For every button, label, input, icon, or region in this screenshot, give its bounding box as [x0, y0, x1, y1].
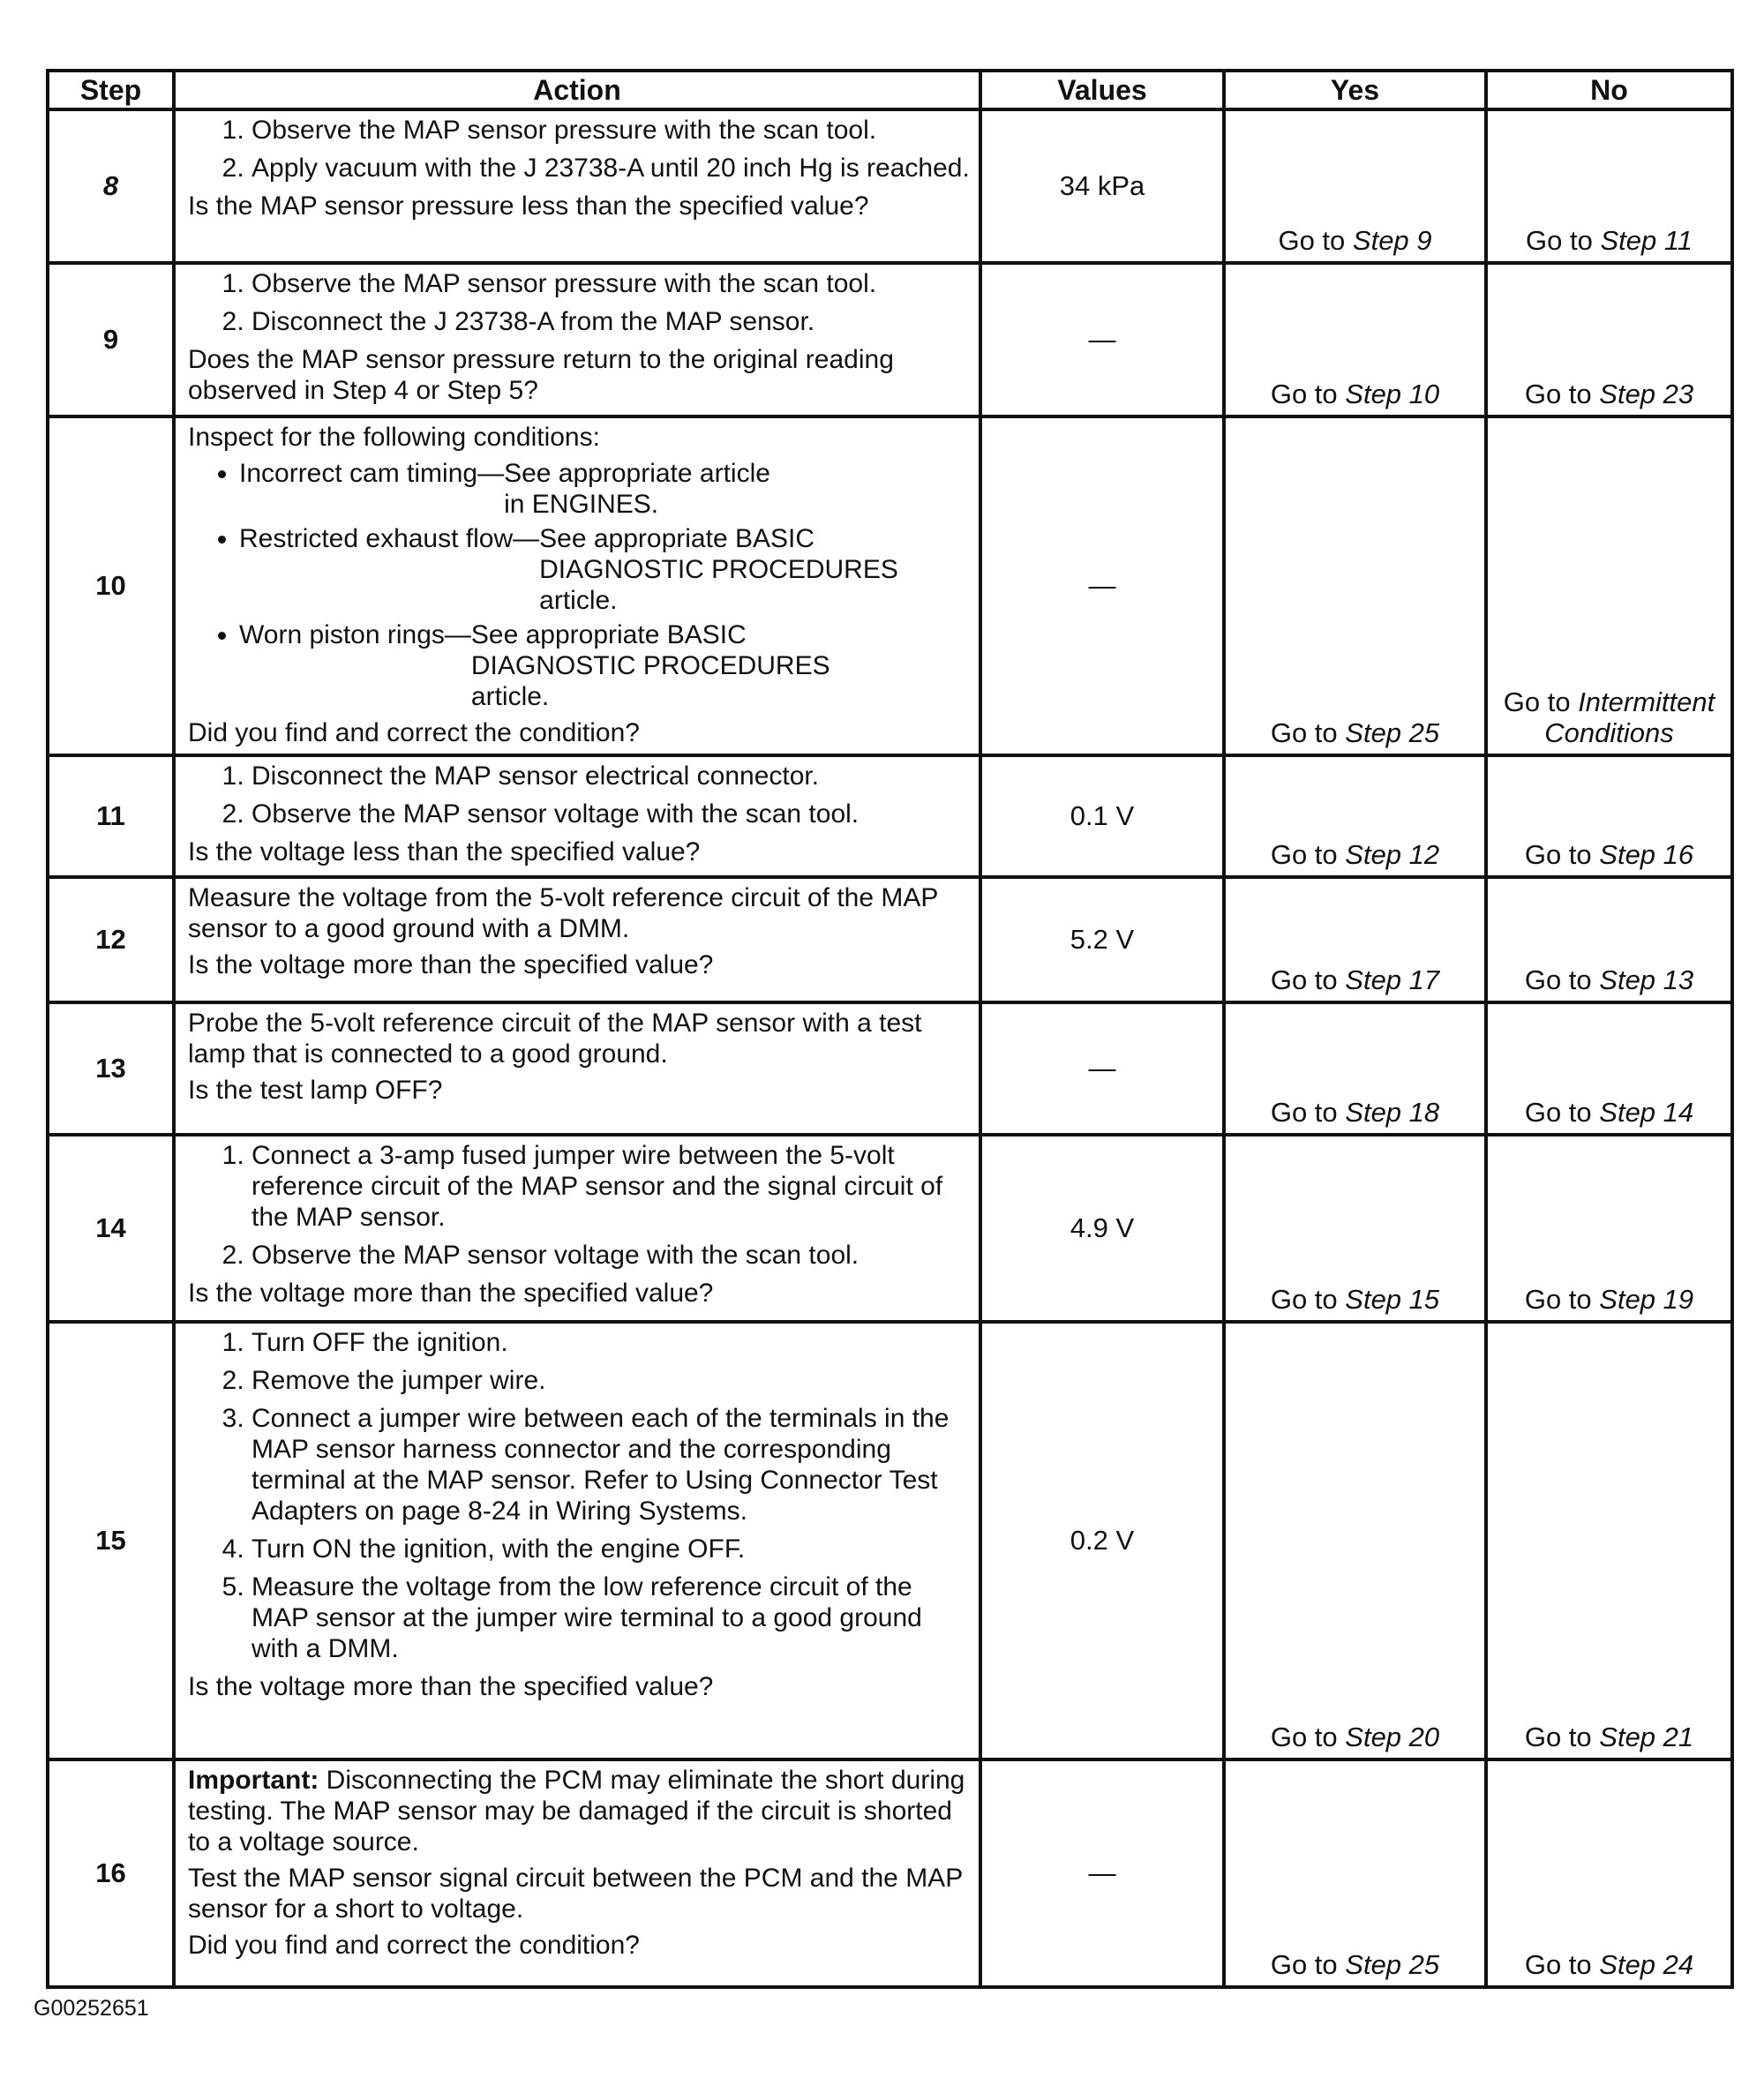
- action-cell: [174, 1322, 980, 1759]
- no-cell: [1486, 416, 1732, 755]
- yes-target: Step 9: [1352, 225, 1432, 256]
- no-target: Step 11: [1600, 225, 1693, 256]
- go-to-prefix: Go to: [1524, 379, 1592, 409]
- header-row: [48, 71, 1732, 109]
- action-cell: [174, 755, 980, 877]
- action-cell: [174, 109, 980, 263]
- action-item: 3. Connect a jumper wire between each of the terminals in the MAP sensor harness connector and the corresponding terminal at the MAP sensor. Refer to Using Connector Test Adapters on page 8-24 in Wiring Systems.: [251, 1403, 970, 1527]
- action-cell: [174, 416, 980, 755]
- diagnostic-table-container: [46, 69, 1730, 1989]
- step-number: 11: [48, 755, 174, 877]
- action-question: Is the test lamp OFF?: [188, 1076, 443, 1105]
- value-cell: 5.2 V: [980, 877, 1224, 1002]
- table-row: [48, 1322, 1732, 1759]
- value-cell: —: [980, 1759, 1224, 1987]
- go-to-prefix: Go to: [1524, 1097, 1592, 1128]
- step-number: 10: [48, 416, 174, 755]
- action-item: 2. Disconnect the J 23738-A from the MAP sensor.: [251, 306, 970, 337]
- action-item: 2. Remove the jumper wire.: [251, 1365, 970, 1396]
- table-row: [48, 877, 1732, 1002]
- no-target: Step 14: [1599, 1097, 1694, 1128]
- action-cell: [174, 1135, 980, 1322]
- no-cell: [1486, 1759, 1732, 1987]
- no-cell: [1486, 755, 1732, 877]
- table-row: [48, 1759, 1732, 1987]
- yes-cell: [1224, 755, 1486, 877]
- action-question: Is the voltage more than the specified value?: [188, 950, 714, 979]
- action-list: [188, 761, 970, 829]
- go-to-prefix: Go to: [1278, 225, 1346, 256]
- no-target: Intermittent Conditions: [1544, 686, 1715, 748]
- condition-item: [239, 458, 970, 520]
- action-question: Is the MAP sensor pressure less than the specified value?: [188, 191, 869, 221]
- step-number: 9: [48, 263, 174, 416]
- go-to-prefix: Go to: [1270, 1949, 1338, 1980]
- action-question: Is the voltage more than the specified value?: [188, 1672, 714, 1701]
- action-list: [188, 268, 970, 337]
- go-to-prefix: Go to: [1270, 379, 1338, 409]
- yes-target: Step 10: [1345, 379, 1440, 409]
- go-to-prefix: Go to: [1270, 1722, 1338, 1752]
- table-row: [48, 416, 1732, 755]
- yes-cell: [1224, 1135, 1486, 1322]
- no-target: Step 13: [1599, 964, 1694, 995]
- conditions-intro: Inspect for the following conditions:: [188, 423, 600, 452]
- go-to-prefix: Go to: [1524, 839, 1592, 870]
- yes-cell: [1224, 416, 1486, 755]
- table-row: [48, 109, 1732, 263]
- condition-reference: See appropriate BASIC DIAGNOSTIC PROCEDURES article.: [470, 620, 830, 711]
- table-row: [48, 1135, 1732, 1322]
- no-cell: [1486, 877, 1732, 1002]
- yes-cell: [1224, 877, 1486, 1002]
- value-cell: 0.1 V: [980, 755, 1224, 877]
- condition-item: [239, 619, 970, 712]
- condition-label: • Incorrect cam timing—: [239, 459, 505, 488]
- step-number: 13: [48, 1002, 174, 1135]
- yes-target: Step 15: [1345, 1284, 1440, 1315]
- condition-label: • Restricted exhaust flow—: [239, 524, 540, 553]
- action-item: 2. Observe the MAP sensor voltage with the scan tool.: [251, 1240, 970, 1271]
- action-paragraph: Probe the 5-volt reference circuit of the MAP sensor with a test lamp that is connected to a good ground.: [188, 1009, 922, 1069]
- step-number: 12: [48, 877, 174, 1002]
- action-cell: [174, 877, 980, 1002]
- action-item: 1. Connect a 3-amp fused jumper wire between the 5-volt reference circuit of the MAP sensor and the signal circuit of the MAP sensor.: [251, 1140, 970, 1233]
- action-cell: [174, 1002, 980, 1135]
- go-to-prefix: Go to: [1270, 1284, 1338, 1315]
- figure-id: G00252651: [34, 1996, 149, 2021]
- action-item: 1. Observe the MAP sensor pressure with the scan tool.: [251, 268, 970, 299]
- yes-target: Step 18: [1345, 1097, 1440, 1128]
- header-action: Action: [174, 71, 980, 109]
- go-to-prefix: Go to: [1270, 839, 1338, 870]
- value-cell: 34 kPa: [980, 109, 1224, 263]
- condition-reference: See appropriate BASIC DIAGNOSTIC PROCEDURES article.: [539, 524, 898, 615]
- condition-reference: See appropriate article in ENGINES.: [504, 459, 770, 519]
- no-target: Step 24: [1599, 1949, 1694, 1980]
- go-to-prefix: Go to: [1270, 717, 1338, 748]
- important-text: Disconnecting the PCM may eliminate the short during testing. The MAP sensor may be damaged if the circuit is shorted to a voltage source.: [188, 1766, 965, 1857]
- important-note: [188, 1765, 970, 1857]
- action-question: Is the voltage less than the specified value?: [188, 837, 701, 866]
- header-step: Step: [48, 71, 174, 109]
- condition-label: • Worn piston rings—: [239, 620, 471, 649]
- action-item: 2. Observe the MAP sensor voltage with the scan tool.: [251, 799, 970, 829]
- action-paragraph: Test the MAP sensor signal circuit between the PCM and the MAP sensor for a short to voltage.: [188, 1864, 963, 1924]
- table-row: [48, 1002, 1732, 1135]
- diagnostic-table: [46, 69, 1734, 1989]
- action-list: [188, 1140, 970, 1271]
- no-cell: [1486, 109, 1732, 263]
- table-row: [48, 755, 1732, 877]
- go-to-prefix: Go to: [1524, 1722, 1592, 1752]
- action-item: 1. Observe the MAP sensor pressure with the scan tool.: [251, 115, 970, 146]
- yes-target: Step 20: [1345, 1722, 1440, 1752]
- go-to-prefix: Go to: [1524, 1949, 1592, 1980]
- go-to-prefix: Go to: [1270, 1097, 1338, 1128]
- action-item: 1. Turn OFF the ignition.: [251, 1327, 970, 1358]
- action-list: [188, 1327, 970, 1664]
- action-question: Is the voltage more than the specified value?: [188, 1279, 714, 1308]
- action-question: Did you find and correct the condition?: [188, 1931, 640, 1960]
- value-cell: —: [980, 416, 1224, 755]
- important-label: Important:: [188, 1766, 319, 1795]
- go-to-prefix: Go to: [1270, 964, 1338, 995]
- yes-cell: [1224, 263, 1486, 416]
- action-item: 1. Disconnect the MAP sensor electrical connector.: [251, 761, 970, 791]
- no-target: Step 23: [1599, 379, 1694, 409]
- yes-target: Step 17: [1345, 964, 1440, 995]
- step-number: 15: [48, 1322, 174, 1759]
- action-item: 5. Measure the voltage from the low reference circuit of the MAP sensor at the jumper wire terminal to a good ground with a DMM.: [251, 1572, 970, 1664]
- header-values: Values: [980, 71, 1224, 109]
- action-question: Does the MAP sensor pressure return to the original reading observed in Step 4 or Step 5?: [188, 345, 894, 405]
- value-cell: 4.9 V: [980, 1135, 1224, 1322]
- action-question: Did you find and correct the condition?: [188, 718, 640, 747]
- yes-cell: [1224, 109, 1486, 263]
- no-cell: [1486, 1322, 1732, 1759]
- go-to-prefix: Go to: [1525, 225, 1593, 256]
- value-cell: 0.2 V: [980, 1322, 1224, 1759]
- action-paragraph: Measure the voltage from the 5-volt reference circuit of the MAP sensor to a good ground with a DMM.: [188, 883, 938, 943]
- no-target: Step 21: [1599, 1722, 1694, 1752]
- no-target: Step 16: [1599, 839, 1694, 870]
- step-number: 16: [48, 1759, 174, 1987]
- action-item: 4. Turn ON the ignition, with the engine OFF.: [251, 1534, 970, 1564]
- conditions-list: [188, 458, 970, 712]
- yes-cell: [1224, 1002, 1486, 1135]
- step-number: 14: [48, 1135, 174, 1322]
- yes-cell: [1224, 1322, 1486, 1759]
- header-no: No: [1486, 71, 1732, 109]
- no-cell: [1486, 263, 1732, 416]
- action-list: [188, 115, 970, 184]
- go-to-prefix: Go to: [1524, 964, 1592, 995]
- table-row: [48, 263, 1732, 416]
- yes-target: Step 12: [1345, 839, 1440, 870]
- value-cell: —: [980, 263, 1224, 416]
- action-cell: [174, 1759, 980, 1987]
- condition-item: [239, 523, 970, 616]
- no-target: Step 19: [1599, 1284, 1694, 1315]
- yes-target: Step 25: [1345, 717, 1440, 748]
- go-to-prefix: Go to: [1503, 686, 1571, 717]
- value-cell: —: [980, 1002, 1224, 1135]
- action-item: 2. Apply vacuum with the J 23738-A until 20 inch Hg is reached.: [251, 153, 970, 184]
- no-cell: [1486, 1135, 1732, 1322]
- no-cell: [1486, 1002, 1732, 1135]
- yes-target: Step 25: [1345, 1949, 1440, 1980]
- step-number: 8: [48, 109, 174, 263]
- header-yes: Yes: [1224, 71, 1486, 109]
- yes-cell: [1224, 1759, 1486, 1987]
- action-cell: [174, 263, 980, 416]
- go-to-prefix: Go to: [1524, 1284, 1592, 1315]
